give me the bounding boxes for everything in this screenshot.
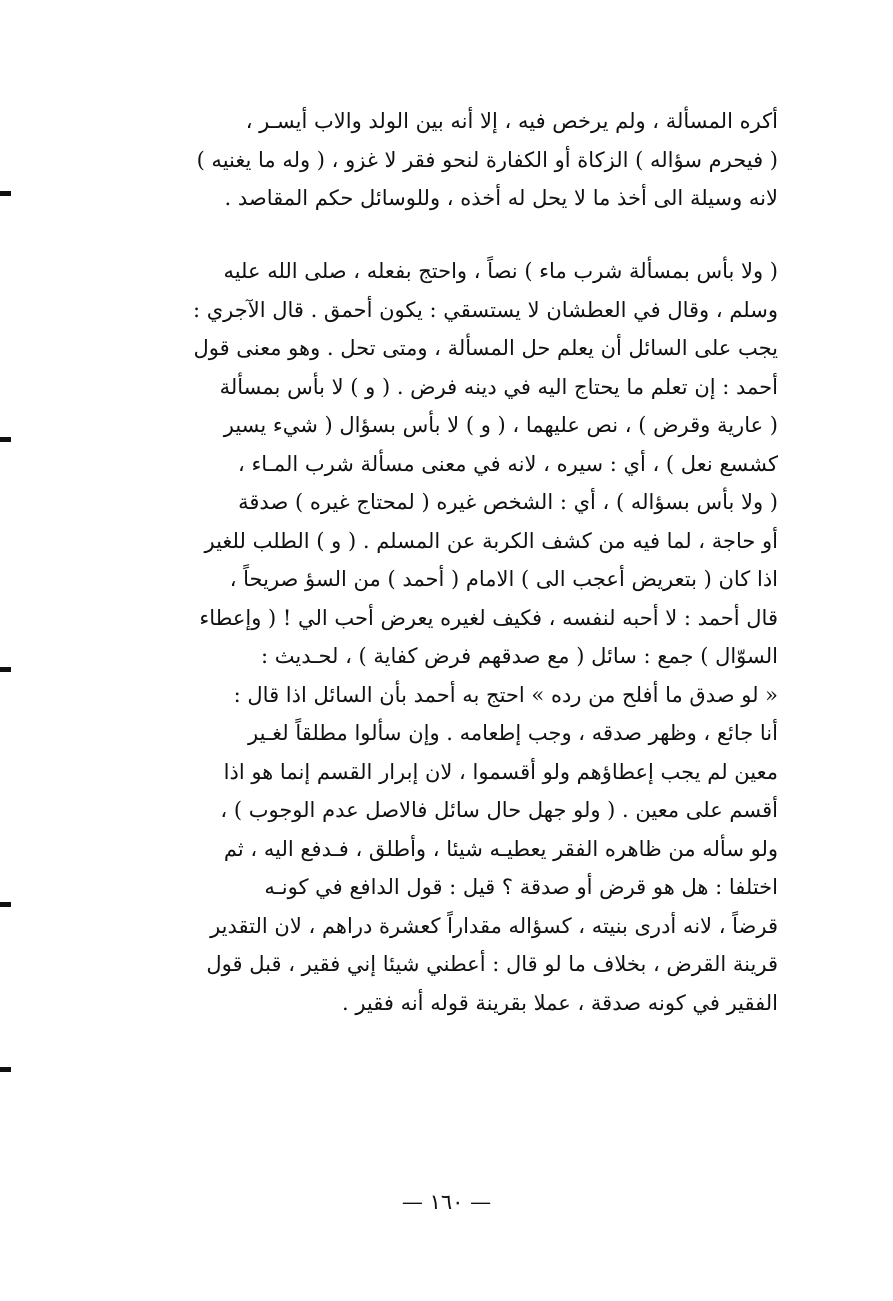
text-line: السوّال ) جمع : سائل ( مع صدقهم فرض كفاية ) ، لحـديث : [261,644,778,668]
text-line: الفقير في كونه صدقة ، عملا بقرينة قوله أنه فقير . [341,990,778,1015]
text-line: لانه وسيلة الى أخذ ما لا يحل له أخذه ، وللوسائل حكم المقاصد . [224,186,778,210]
margin-tick-mark [0,667,11,672]
paragraph-1 [118,102,778,218]
text-line: يجب على السائل أن يعلم حل المسألة ، ومتى تحل . وهو معنى قول [193,336,778,360]
margin-tick-mark [0,1067,11,1072]
text-line: اختلفا : هل هو قرض أو صدقة ؟ قيل : قول الدافع في كونـه [264,875,778,899]
text-line: أحمد : إن تعلم ما يحتاج اليه في دينه فرض . ( و ) لا بأس بمسألة [219,374,778,399]
text-line: وسلم ، وقال في العطشان لا يستسقي : يكون أحمق . قال الآجري : [192,297,778,322]
text-line: قرينة القرض ، بخلاف ما لو قال : أعطني شيئا إني فقير ، قبل قول [206,952,778,976]
paragraph-2 [118,252,778,1022]
text-line: كشسع نعل ) ، أي : سيره ، لانه في معنى مسألة شرب المـاء ، [237,451,778,476]
text-line: ( ولا بأس بمسألة شرب ماء ) نصاً ، واحتج بفعله ، صلى الله عليه [223,259,778,283]
text-line: « لو صدق ما أفلح من رده » احتج به أحمد بأن السائل اذا قال : [233,682,778,707]
margin-tick-mark [0,191,11,196]
text-line: ( ولا بأس بسؤاله ) ، أي : الشخص غيره ( لمحتاج غيره ) صدقة [238,490,778,514]
text-line: قال أحمد : لا أحبه لنفسه ، فكيف لغيره يعرض أحب الي ! ( وإعطاء [199,605,778,630]
margin-tick-mark [0,902,11,907]
text-line: أقسم على معين . ( ولو جهل حال سائل فالاصل عدم الوجوب ) ، [220,798,778,822]
text-line: معين لم يجب إعطاؤهم ولو أقسموا ، لان إبرار القسم إنما هو اذا [223,759,778,784]
text-line: أو حاجة ، لما فيه من كشف الكربة عن المسلم . ( و ) الطلب للغير [204,528,778,553]
text-line: أنا جائع ، وظهر صدقه ، وجب إطعامه . وإن سألوا مطلقاً لغـير [248,721,778,745]
text-line: ( عارية وقرض ) ، نص عليهما ، ( و ) لا بأس بسؤال ( شيء يسير [223,413,778,437]
margin-tick-mark [0,437,11,442]
text-line: اذا كان ( بتعريض أعجب الى ) الامام ( أحمد ) من السؤ صريحاً ، [229,567,778,591]
text-line: أكره المسألة ، ولم يرخص فيه ، إلا أنه بين الولد والاب أيسـر ، [245,109,778,133]
text-line: قرضاً ، لانه أدرى بنيته ، كسؤاله مقداراً كعشرة دراهم ، لان التقدير [210,913,778,938]
text-line: ولو سأله من ظاهره الفقر يعطيـه شيئا ، وأطلق ، فـدفع اليه ، ثم [223,836,778,861]
page-number: — ١٦٠ — [401,1190,492,1214]
text-line: ( فيحرم سؤاله ) الزكاة أو الكفارة لنحو فقر لا غزو ، ( وله ما يغنيه ) [196,147,778,172]
